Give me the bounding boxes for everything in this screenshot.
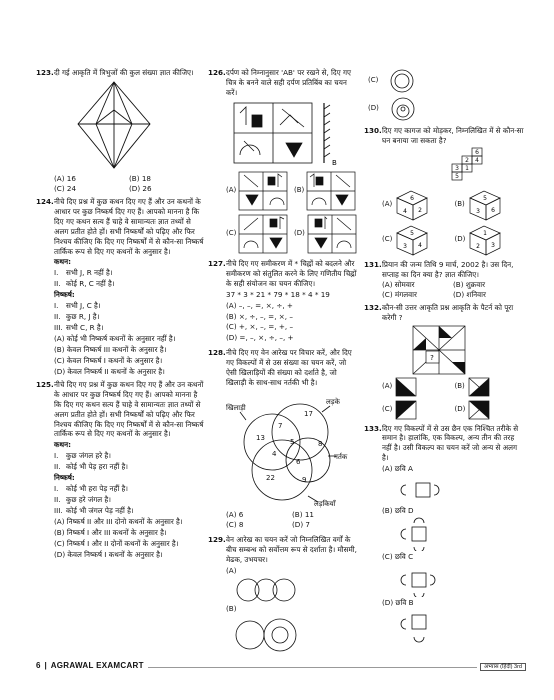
question-text: दर्पण को निम्नानुसार 'AB' पर रखने से, दिए गए चित्र के बनने वाले सही दर्पण प्रतिबिंब का चयन करें।: [226, 68, 351, 97]
options: [54, 174, 204, 194]
pattern-option-a: [395, 377, 417, 397]
option-c[interactable]: (C) छवि C: [382, 552, 414, 562]
mirror-options: [226, 171, 358, 254]
option-a[interactable]: (A) 16: [54, 173, 76, 183]
venn-num: 13: [256, 434, 265, 443]
option-d[interactable]: (D): [368, 96, 524, 122]
svg-text:3: 3: [475, 207, 480, 215]
conclusion-2: II. कुछ हरे जंगल है।: [54, 495, 111, 505]
question-number: 123.: [36, 68, 54, 77]
option-a[interactable]: (A) 6: [226, 510, 244, 520]
brand-logo: AGRAWAL EXAMCART: [50, 661, 144, 670]
footer-left: [36, 660, 148, 671]
option-b[interactable]: (B) शुक्रवार: [453, 279, 486, 289]
pattern-option-b: [468, 377, 490, 397]
question-text: नीचे दिए प्रश्न में कुछ कथन दिए गए हैं और उन कथनों के आधार पर कुछ निष्कर्ष दिए गए हैं। आपको मानना है कि दिए गए कथन सत्य हैं चाहे वे सामान्यतः ज्ञात तथ्यों से अलग प्रतीत होते हों। सभी निष्कर्षों को पढ़िए और फिर निश्चय कीजिए कि दिए गए निष्कर्षों में से कौन-सा निष्कर्ष तार्किक रूप से दिए गए कथनों के अनुसार है।: [54, 196, 204, 256]
venn-option-a-figure: [234, 577, 304, 603]
equation: 37 * 3 * 21 * 79 * 18 * 4 * 19: [226, 289, 330, 299]
question-number: 127.: [208, 258, 226, 268]
svg-text:1: 1: [465, 164, 469, 172]
mirror-option-c-figure: [238, 214, 288, 254]
statement-2: II. कोई भी पेड़ हरा नहीं है।: [54, 462, 129, 472]
image-b-figure: [396, 609, 446, 643]
venn-num: 6: [296, 458, 301, 467]
option-b[interactable]: (B) ×, ÷, –, =, ×, –: [226, 311, 293, 321]
conclusion-1: I. कोई भी हरा पेड़ नहीं है।: [54, 484, 129, 494]
cube-option-a: [395, 189, 429, 221]
option-c[interactable]: (C) निष्कर्ष I और II दोनों कथनों के अनुसार है।: [54, 538, 179, 548]
mirror-question-figure: [232, 101, 352, 167]
statement-1: I. सभी J, R नहीं है।: [54, 268, 113, 278]
venn-num: 8: [318, 440, 323, 449]
mirror-b-label: B: [332, 158, 337, 167]
venn-label-dancer: नर्तक: [334, 453, 348, 462]
pattern-option-d: [468, 400, 490, 420]
question-text: दिए गए कागज को मोड़कर, निम्नलिखित में से कौन-सा घन बनाया जा सकता है?: [382, 126, 524, 145]
option-c[interactable]: (C): [382, 400, 452, 420]
svg-text:4: 4: [403, 207, 408, 215]
question-text: नीचे दिए गए समीकरण में * चिह्नों को बदलने और समीकरण को संतुलित करने के लिए गणितीय चिह्नों के सही संयोजन का चयन कीजिए।: [226, 258, 357, 288]
question-124: [36, 197, 204, 377]
question-text: प्रियान की जन्म तिथि 9 मार्च, 2002 है। उस दिन, सप्ताह का दिन क्या है? ज्ञात कीजिए।: [382, 259, 514, 279]
column-3: [364, 68, 524, 646]
option-d[interactable]: (D) 26: [129, 183, 152, 193]
question-133: [364, 424, 524, 644]
question-132: [364, 303, 524, 420]
venn-num: 4: [272, 450, 277, 459]
option-d[interactable]: (D) 1 2 3: [455, 224, 525, 256]
option-b[interactable]: (B) निष्कर्ष I और III कथनों के अनुसार है।: [54, 527, 167, 537]
venn-num: 22: [266, 474, 275, 483]
svg-text:6: 6: [410, 194, 415, 202]
question-126: [208, 68, 358, 254]
option-b[interactable]: (B) छवि D: [382, 506, 414, 516]
footer-right: [477, 661, 526, 672]
question-number: 133.: [364, 423, 382, 433]
question-125: [36, 380, 204, 560]
svg-text:1: 1: [483, 229, 488, 237]
option-a[interactable]: (A): [226, 565, 237, 575]
option-c[interactable]: (C) 8: [226, 520, 244, 529]
svg-text:2: 2: [476, 242, 481, 250]
q129-continued-options: [368, 68, 524, 122]
conclusion-2: II. कुछ R, J है।: [54, 312, 100, 322]
pattern-options: [382, 377, 524, 420]
statements-label: कथन:: [54, 440, 71, 450]
column-1: [36, 68, 204, 563]
option-b[interactable]: (B) 5 3 6: [455, 189, 525, 221]
pattern-question-figure: [412, 325, 466, 375]
svg-text:4: 4: [418, 241, 423, 249]
venn-diagram: [226, 390, 354, 508]
question-number: 128.: [208, 348, 226, 358]
venn-num: 7: [278, 422, 283, 431]
option-d[interactable]: (D) केवल निष्कर्ष I कथनों के अनुसार है।: [54, 549, 163, 559]
option-b[interactable]: (B) 11: [292, 510, 314, 520]
option-c[interactable]: (C) मंगलवार: [382, 289, 417, 299]
question-text: नीचे दिए गए प्रश्न में कुछ कथन दिए गए हैं और उन कथनों के आधार पर कुछ निष्कर्ष दिए गए हैं। आपको मानना है कि दिए गए कथन सत्य हैं चाहे वे सामान्यतः ज्ञात तथ्यों से अलग प्रतीत होते हों। सभी निष्कर्षों को पढ़िए और फिर निश्चय कीजिए कि दिए गए निष्कर्षों में से कौन-सा निष्कर्ष तार्किक रूप से दिए गए कथनों के अनुसार है।: [54, 379, 204, 439]
column-2: [208, 68, 358, 658]
svg-text:5: 5: [482, 194, 487, 202]
cube-net-figure: [442, 147, 502, 187]
venn-option-b-figure: [234, 615, 304, 655]
svg-text:3: 3: [491, 241, 496, 249]
statement-2: II. कोई R, C नहीं है।: [54, 279, 115, 289]
option-b[interactable]: (B): [226, 603, 237, 613]
statements-label: कथन:: [54, 257, 71, 267]
question-number: 125.: [36, 379, 54, 389]
mirror-option-a-figure: [238, 171, 288, 211]
option-a[interactable]: (A): [382, 377, 452, 397]
venn-num: 17: [304, 410, 313, 419]
conclusions-label: निष्कर्ष:: [54, 473, 75, 483]
question-number: 130.: [364, 126, 382, 135]
option-c[interactable]: (C) +, ×, –, =, +, –: [226, 322, 294, 332]
question-number: 129.: [208, 534, 226, 544]
svg-text:4: 4: [475, 156, 479, 164]
option-b[interactable]: (B) केवल निष्कर्ष III कथनों के अनुसार है।: [54, 344, 167, 354]
svg-text:5: 5: [455, 172, 459, 180]
question-number: 132.: [364, 302, 382, 312]
cube-option-b: [468, 189, 502, 221]
question-130: [364, 126, 524, 256]
option-c[interactable]: (C) केवल निष्कर्ष I कथनों के अनुसार है।: [54, 355, 163, 365]
option-c[interactable]: (C): [226, 214, 290, 254]
svg-text:6: 6: [490, 206, 495, 214]
edition-stamp: अभ्यास (हिंदी) 3rd: [480, 663, 526, 671]
svg-text:3: 3: [403, 242, 408, 250]
mirror-option-b-figure: [306, 171, 356, 211]
cube-options: [382, 189, 524, 256]
statement-1: I. कुछ जंगल हरे है।: [54, 451, 111, 461]
svg-text:3: 3: [455, 164, 459, 172]
option-a[interactable]: (A) 6 4 2: [382, 189, 452, 221]
question-text: कौन-सी उत्तर आकृति प्रश्न आकृति के पैटर्न को पूरा करेगी ?: [382, 302, 514, 322]
option-d[interactable]: (D) =, –, ×, ÷, –, +: [226, 333, 294, 343]
option-a[interactable]: (A) छवि A: [382, 464, 413, 474]
conclusion-1: I. सभी J, C है।: [54, 301, 101, 311]
option-a[interactable]: (A) –, –, =, ×, ÷, +: [226, 300, 293, 310]
mirror-option-d-figure: [307, 214, 357, 254]
option-b[interactable]: (B): [455, 377, 525, 397]
cube-option-d: [468, 224, 502, 256]
question-123: [36, 68, 204, 194]
option-a[interactable]: (A): [226, 171, 290, 211]
question-127: [208, 259, 358, 344]
venn-num: 9: [302, 476, 307, 485]
page-number: 6: [36, 661, 41, 670]
option-b[interactable]: (B) 18: [129, 173, 151, 183]
venn-option-d-figure: [383, 96, 423, 122]
image-c-figure: [396, 563, 446, 597]
question-text: नीचे दिए गए वेन आरेख पर विचार करें, और दिए गए विकल्पों में से उस संख्या का चयन करें, जो ऐसी खिलाड़ियों की संख्या को दर्शाते है, जो खिलाड़ी के साथ-साथ नर्तकी भी है।: [226, 348, 352, 388]
option-c[interactable]: (C): [368, 68, 524, 94]
option-c[interactable]: (C) 24: [54, 183, 77, 193]
option-a[interactable]: (A) निष्कर्ष II और III दोनो कथनों के अनुसार है।: [54, 516, 183, 526]
cube-option-c: [395, 224, 429, 256]
question-number: 131.: [364, 259, 382, 269]
question-129: [208, 535, 358, 655]
image-d-figure: [396, 517, 446, 551]
option-a[interactable]: (A) कोई भी निष्कर्ष कथनों के अनुसार नहीं है।: [54, 334, 176, 343]
venn-label-girl: लड़कियाँ: [314, 500, 336, 509]
venn-label-player: खिलाड़ी: [226, 404, 246, 413]
option-d[interactable]: (D) शनिवार: [453, 289, 486, 299]
option-d[interactable]: (D): [455, 400, 525, 420]
page-footer: [36, 660, 526, 676]
svg-text:6: 6: [475, 148, 479, 156]
question-number: 126.: [208, 68, 226, 77]
options: [382, 280, 524, 300]
question-128: [208, 348, 358, 530]
pattern-option-c: [395, 400, 417, 420]
conclusion-3: III. कोई भी जंगल पेड़ नहीं है।: [54, 506, 134, 515]
option-c[interactable]: (C) 5 3 4: [382, 224, 452, 256]
options: [226, 510, 358, 530]
venn-label-boy: लड़के: [326, 398, 340, 407]
question-text: वेन आरेख का चयन करें जो निम्नलिखित वर्गों के बीच सम्बन्ध को सर्वोत्तम रूप से दर्शाता है। मौसमी, मेढक, उभयचर।: [226, 534, 357, 564]
conclusion-3: III. सभी C, R है।: [54, 323, 104, 333]
question-text: दिए गए विकल्पों में से उस छैन एक निश्चित तरीके से समान है। हालांकि, एक विकल्प, अन्य तीन की तरह नहीं है। उसी विकल्प का चयन करें जो अन्य से अलग है।: [382, 423, 519, 463]
question-131: [364, 260, 524, 300]
question-text: दी गई आकृति में त्रिभुजों की कुल संख्या ज्ञात कीजिए।: [54, 68, 194, 77]
footer-separator: |: [44, 661, 47, 670]
venn-option-c-figure: [382, 68, 422, 94]
svg-text:2: 2: [418, 206, 423, 214]
option-d[interactable]: (D) केवल निष्कर्ष II कथनों के अनुसार है।: [54, 366, 165, 376]
conclusions-label: निष्कर्ष:: [54, 290, 75, 300]
venn-num: 5: [290, 438, 295, 447]
option-d[interactable]: (D) छवि B: [382, 598, 414, 608]
svg-text:2: 2: [465, 156, 469, 164]
option-d[interactable]: (D) 7: [292, 520, 311, 529]
question-number: 124.: [36, 196, 54, 206]
option-b[interactable]: (B): [294, 171, 358, 211]
option-d[interactable]: (D): [294, 214, 358, 254]
triangle-diamond-figure: [62, 80, 172, 172]
svg-text:5: 5: [410, 229, 415, 237]
option-a[interactable]: (A) सोमवार: [382, 279, 415, 289]
question-mark: ?: [430, 353, 434, 362]
image-a-figure: [396, 475, 446, 505]
